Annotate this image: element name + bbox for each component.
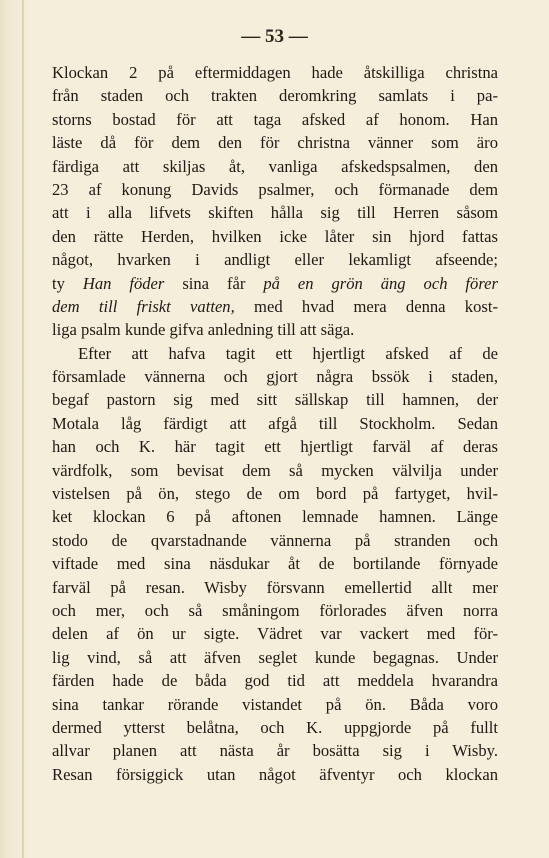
italic-phrase: på en grön äng och förer [263,273,498,293]
text-line: något, hvarken i andligt eller lekamligt afseende; [52,250,498,270]
text-line: allvar planen att nästa år bosätta sig i Wisby. [52,741,498,761]
text-line: läste då för dem den för christna vänner som äro [52,133,498,153]
text-line: från staden och trakten deromkring samlats i pa- [52,86,498,106]
text-line: sina tankar rörande vistandet på ön. Båda voro [52,694,498,714]
text-fragment: med hvad mera denna kost- [234,296,498,316]
text-line: Resan försiggick utan något äfventyr och klockan [52,764,498,784]
text-line: viftade med sina näsdukar åt de bortilande förnyade [52,554,498,574]
text-line: han och K. här tagit ett hjertligt farväl af deras [52,437,498,457]
text-line: lig vind, så att äfven seglet kunde begagnas. Under [52,647,498,667]
page-number: — 53 — [241,26,308,47]
text-line: vistelsen på ön, stego de om bord på fartyget, hvil- [52,484,498,504]
text-line: 23 af konung Davids psalmer, och förmanade dem [52,179,498,199]
text-line: färdiga att skiljas åt, vanliga afskedspsalmen, den [52,156,498,176]
text-line: farväl på resan. Wisby försvann emellertid allt mer [52,577,498,597]
text-line: ket klockan 6 på aftonen lemnade hamnen. Länge [52,507,498,527]
text-line: värdfolk, som bevisat dem så mycken välvilja under [52,460,498,480]
text-line: stodo de qvarstadnande vännerna på stranden och [52,530,498,550]
page-binding-edge [22,0,24,858]
italic-phrase: dem till friskt vatten, [52,296,235,316]
body-text [52,61,498,786]
text-line: storns bostad för att taga afsked af honom. Han [52,109,498,129]
text-line: Efter att hafva tagit ett hjertligt afsked af de [78,343,498,363]
text-line: liga psalm kunde gifva anledning till att säga. [52,320,355,340]
text-line: och mer, och så småningom förlorades äfven norra [52,600,498,620]
text-fragment: sina får [164,273,264,293]
text-line: Motala låg färdigt att afgå till Stockholm. Sedan [52,413,498,433]
text-line [52,272,498,295]
text-line: delen af ön ur sigte. Vädret var vackert med för- [52,624,498,644]
text-line: den rätte Herden, hvilken icke låter sin hjord fattas [52,226,498,246]
text-line [52,295,498,318]
text-line: färden hade de båda god tid att meddela hvarandra [52,671,498,691]
text-line: begaf pastorn sig med sitt sällskap till hamnen, der [52,390,498,410]
text-line: att i alla lifvets skiften hålla sig till Herren såsom [52,203,498,223]
text-fragment: ty [52,273,83,293]
text-line: dermed ytterst belåtna, och K. uppgjorde på fullt [52,717,498,737]
italic-phrase: Han föder [82,273,165,293]
text-line: församlade vännerna och gjort några bssök i staden, [52,367,498,387]
text-line: Klockan 2 på eftermiddagen hade åtskilliga christna [52,63,498,82]
